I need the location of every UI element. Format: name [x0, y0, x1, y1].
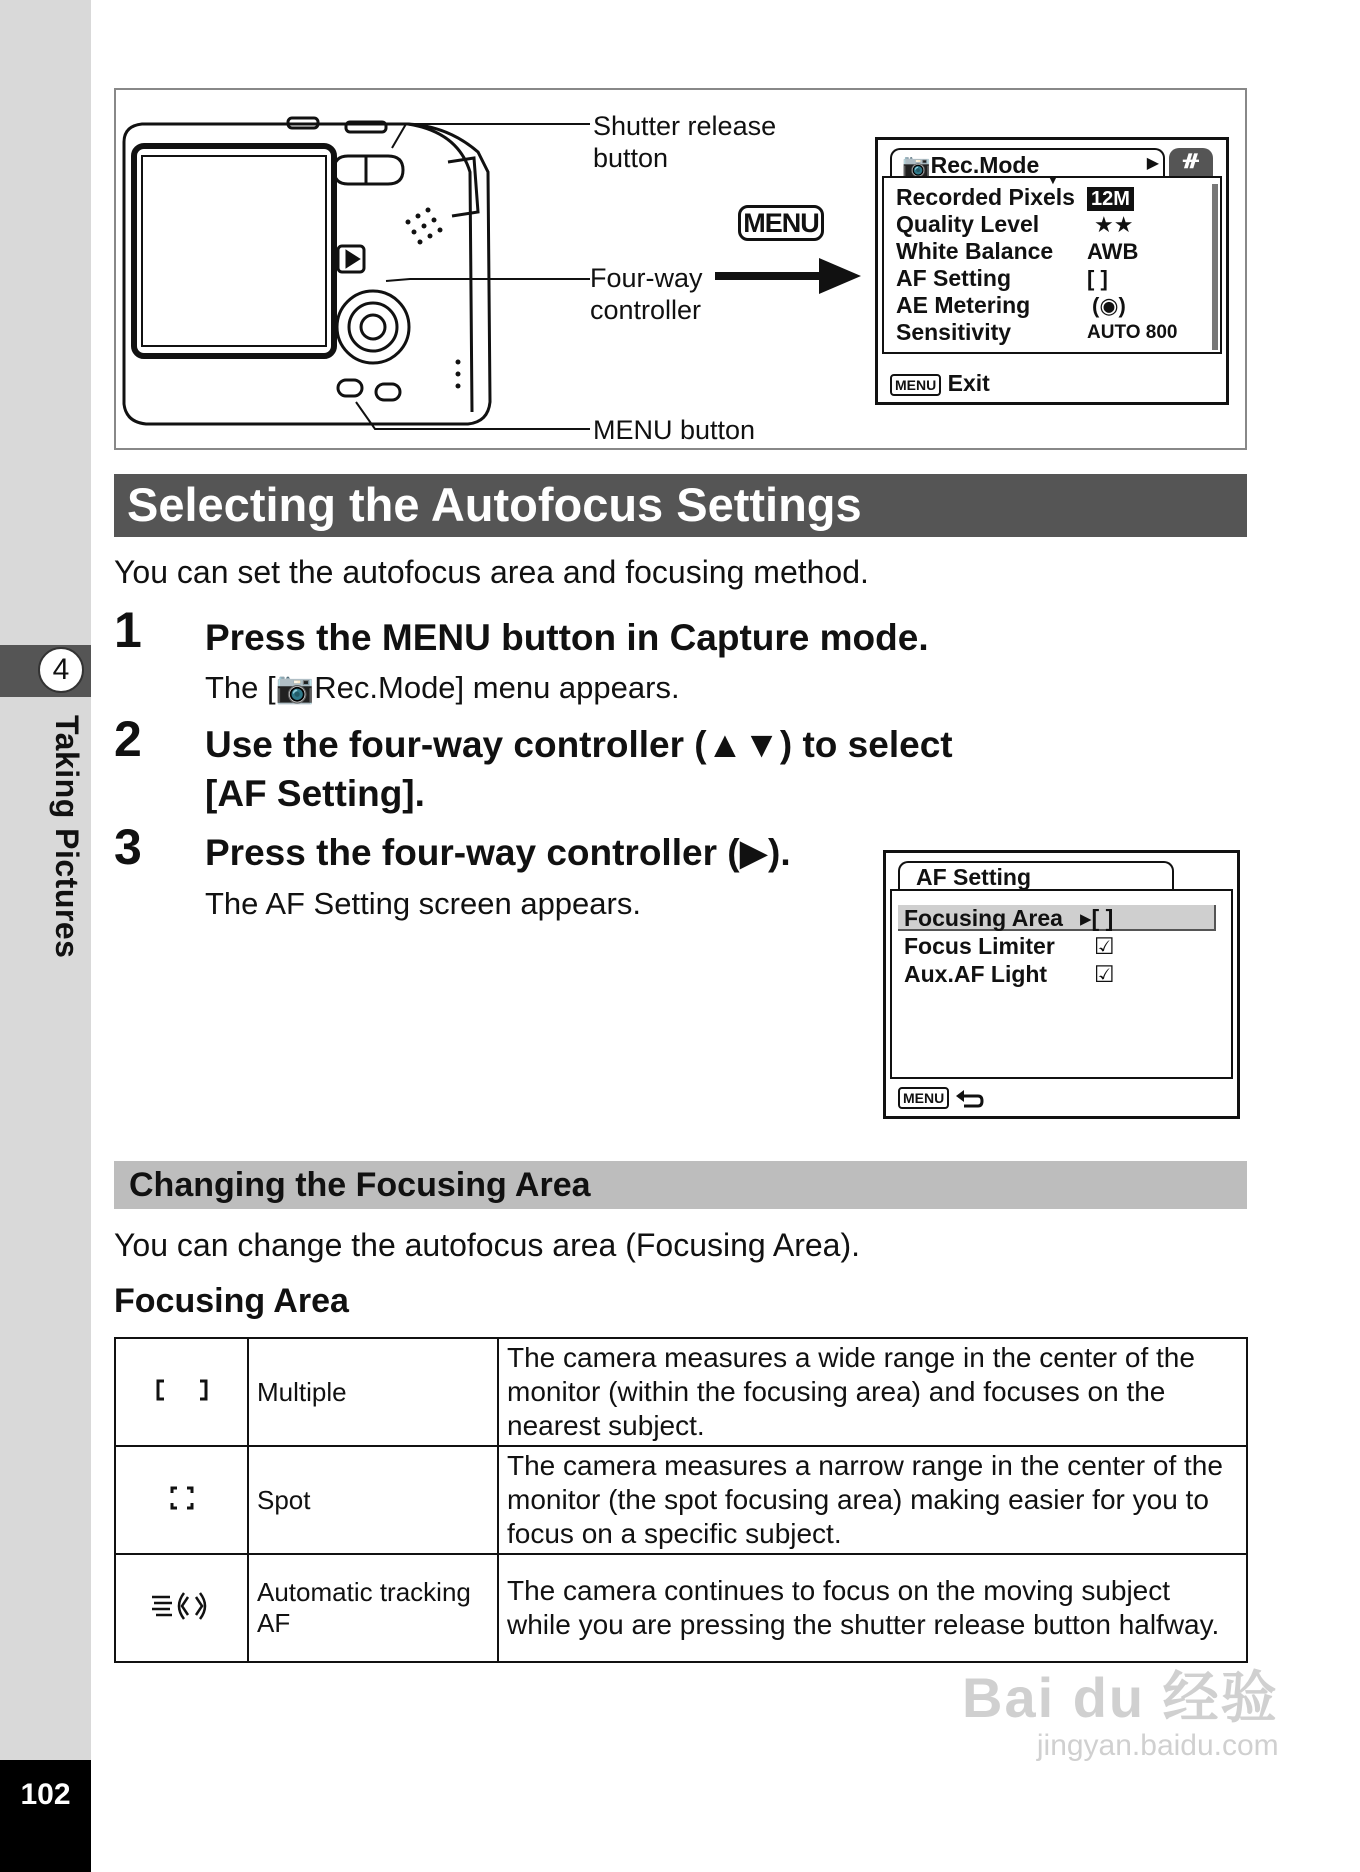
- menu-footer: [890, 370, 990, 397]
- focus-mode-name: Automatic tracking AF: [248, 1554, 498, 1662]
- wrench-icon: ᚌ: [1183, 150, 1199, 170]
- af-row-focus-limiter: Focus Limiter: [904, 933, 1055, 959]
- menu-row-white-balance: White Balance: [896, 238, 1054, 264]
- focus-limiter-checkbox: ☑: [1094, 933, 1115, 959]
- sensitivity-value: AUTO 800: [1087, 322, 1178, 343]
- exit-label: Exit: [947, 370, 990, 396]
- af-screen-footer: [898, 1087, 984, 1109]
- focus-mode-desc: The camera measures a narrow range in the center of the monitor (the spot focusing area) making easier for you to focus on a specific subject.: [498, 1446, 1247, 1554]
- step-2-title-line1: Use the four-way controller (▲▼) to select: [205, 724, 953, 765]
- watermark: [962, 1668, 1279, 1764]
- chapter-title: Taking Pictures: [49, 715, 85, 959]
- step-1-title: Press the MENU button in Capture mode.: [205, 617, 929, 658]
- menu-row-recorded-pixels: Recorded Pixels: [896, 184, 1075, 210]
- aux-af-light-checkbox: ☑: [1094, 961, 1115, 987]
- subsection-header: [114, 1161, 1247, 1209]
- menu-key-small: MENU: [890, 374, 941, 396]
- step-3-desc: The AF Setting screen appears.: [205, 886, 641, 921]
- table-row: [115, 1338, 1247, 1446]
- af-setting-tab: AF Setting: [898, 861, 1174, 889]
- camera-icon: 📷: [275, 670, 315, 705]
- focus-mode-desc: The camera measures a wide range in the center of the monitor (within the focusing area) and focuses on the nearest subject.: [498, 1338, 1247, 1446]
- watermark-brand: Bai du 经验: [962, 1666, 1279, 1729]
- subsection-title: Changing the Focusing Area: [129, 1166, 591, 1204]
- tab-right-arrow-icon: ▶: [1146, 155, 1159, 172]
- focusing-area-table: [114, 1337, 1248, 1663]
- focusing-area-heading: Focusing Area: [114, 1282, 349, 1320]
- camera-icon: 📷: [902, 152, 931, 178]
- menu-row-sensitivity: Sensitivity: [896, 319, 1012, 345]
- step-3-title: Press the four-way controller (▶).: [205, 832, 791, 873]
- menu-row-quality-level: Quality Level: [896, 211, 1040, 237]
- spot-area-icon: [115, 1446, 248, 1554]
- ae-metering-value: (◉): [1092, 293, 1126, 318]
- step-2-number: 2: [114, 711, 142, 767]
- chapter-number: 4: [38, 647, 84, 693]
- multiple-area-icon: [115, 1338, 248, 1446]
- af-row-aux-af-light: Aux.AF Light: [904, 961, 1048, 987]
- focusing-area-value: ▸[ ]: [1080, 905, 1114, 931]
- setup-tab: [1169, 148, 1213, 176]
- back-arrow-icon: [954, 1088, 984, 1108]
- focus-mode-name: Spot: [248, 1446, 498, 1554]
- focus-mode-desc: The camera continues to focus on the moving subject while you are pressing the shutter release button halfway.: [498, 1554, 1247, 1662]
- section-intro: You can set the autofocus area and focusing method.: [114, 554, 869, 590]
- focus-mode-name: Multiple: [248, 1338, 498, 1446]
- down-arrow-icon: ▼: [1046, 171, 1060, 187]
- right-arrow-icon: [715, 258, 861, 294]
- recorded-pixels-value: 12M: [1087, 184, 1134, 211]
- menu-scrollbar: [1212, 184, 1218, 350]
- step-1-number: 1: [114, 602, 142, 658]
- rec-mode-tab-label: Rec.Mode: [930, 152, 1040, 178]
- menu-key-small: MENU: [898, 1087, 949, 1109]
- step-1-desc: The [📷Rec.Mode] menu appears.: [205, 670, 680, 705]
- section-title: Selecting the Autofocus Settings: [127, 478, 862, 531]
- step-2-title-line2: [AF Setting].: [205, 773, 425, 814]
- section-header: [114, 474, 1247, 537]
- rec-mode-tab: [890, 148, 1165, 176]
- menu-row-ae-metering: AE Metering: [896, 292, 1031, 318]
- af-setting-value: [ ]: [1087, 266, 1108, 291]
- quality-level-value: ★★: [1094, 212, 1134, 237]
- menu-key: MENU: [738, 205, 824, 241]
- table-row: [115, 1446, 1247, 1554]
- step-3-number: 3: [114, 819, 142, 875]
- menu-button-label: MENU button: [593, 415, 756, 445]
- page-number: 102: [0, 1760, 91, 1872]
- subsection-intro: You can change the autofocus area (Focusing Area).: [114, 1227, 860, 1263]
- tracking-af-icon: [115, 1554, 248, 1662]
- four-way-controller-label: Four-way controller: [590, 263, 703, 325]
- watermark-url: jingyan.baidu.com: [1036, 1729, 1279, 1762]
- rec-mode-menu-screen: [875, 137, 1229, 405]
- white-balance-value: AWB: [1087, 239, 1139, 264]
- af-setting-screen: [883, 850, 1240, 1119]
- menu-row-af-setting: AF Setting: [896, 265, 1011, 291]
- af-row-focusing-area: Focusing Area: [904, 905, 1063, 931]
- table-row: [115, 1554, 1247, 1662]
- shutter-release-label: Shutter release button: [593, 111, 777, 173]
